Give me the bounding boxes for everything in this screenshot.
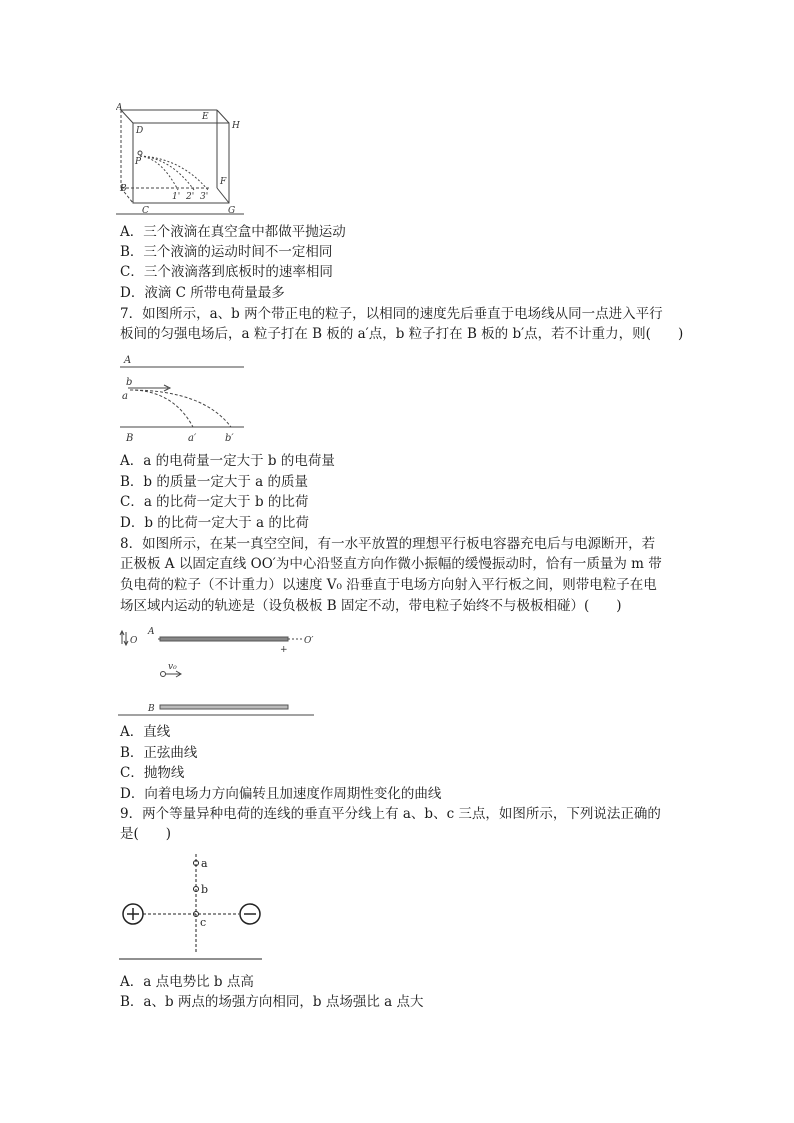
- q7-option-c: C．a 的比荷一定大于 b 的比荷: [120, 494, 309, 510]
- point-p: [138, 151, 142, 155]
- q9-option-a: A．a 点电势比 b 点高: [120, 974, 254, 990]
- label-p: P: [135, 157, 142, 167]
- q8-stem-line-2: 正极板 A 以固定直线 OO′为中心沿竖直方向作微小振幅的缓慢振动时，恰有一质量为 m 带: [120, 556, 662, 572]
- plate-b-label: B: [126, 433, 134, 444]
- q8-option-b: B．正弦曲线: [120, 745, 198, 761]
- label-3p: 3': [200, 192, 209, 202]
- q7-option-a: A．a 的电荷量一定大于 b 的电荷量: [120, 453, 335, 469]
- q7-option-d: D．b 的比荷一定大于 a 的比荷: [120, 515, 309, 531]
- q9-stem-line-1: 9．两个等量异种电荷的连线的垂直平分线上有 a、b、c 三点，如图所示，下列说法正确的: [120, 806, 661, 822]
- droplet-path-3: [140, 156, 208, 190]
- q8-stem-line-1: 8．如图所示，在某一真空空间，有一水平放置的理想平行板电容器充电后与电源断开，若: [120, 536, 656, 552]
- point-a-prime-label: a′: [188, 433, 197, 444]
- q6-option-a: A．三个液滴在真空盒中都做平抛运动: [120, 224, 346, 240]
- q9-option-b: B．a、b 两点的场强方向相同，b 点场强比 a 点大: [120, 994, 424, 1010]
- path-a: [130, 390, 193, 427]
- q6-option-b: B．三个液滴的运动时间不一定相同: [120, 244, 333, 260]
- label-f: F: [220, 177, 227, 187]
- label-c: C: [142, 206, 149, 216]
- q8-stem-line-3: 负电荷的粒子（不计重力）以速度 V₀ 沿垂直于电场方向射入平行板之间，则带电粒子在电: [120, 577, 657, 593]
- point-c-label: c: [200, 916, 207, 929]
- q8-stem-line-4: 场区域内运动的轨迹是（设负极板 B 固定不动，带电粒子始终不与极板相碰）( ): [120, 598, 622, 614]
- q8-option-d: D．向着电场力方向偏转且加速度作周期性变化的曲线: [120, 786, 442, 802]
- label-2p: 2': [186, 192, 195, 202]
- q7-stem-line-1: 7．如图所示，a、b 两个带正电的粒子，以相同的速度先后垂直于电场线从同一点进入平行: [120, 306, 663, 322]
- point-a-label: a: [201, 857, 208, 870]
- label-e: E: [202, 112, 209, 122]
- box-front-face: [133, 123, 229, 203]
- q8-option-a: A．直线: [120, 724, 171, 740]
- q7-stem-line-2: 板间的匀强电场后，a 粒子打在 B 板的 a′点，b 粒子打在 B 板的 b′点，若不计重力，则( ): [120, 326, 684, 342]
- label-o-prime: O′: [304, 636, 314, 646]
- dipole-figure: [116, 852, 266, 964]
- label-plus: +: [280, 645, 288, 655]
- particle-a-label: a: [122, 391, 128, 402]
- point-b-prime-label: b′: [225, 433, 234, 444]
- plate-b: [160, 705, 288, 709]
- vacuum-box-figure: [116, 100, 246, 220]
- q9-stem-line-2: 是( ): [120, 826, 172, 842]
- q8-option-c: C．抛物线: [120, 765, 185, 781]
- q6-option-d: D．液滴 C 所带电荷量最多: [120, 285, 285, 301]
- q7-option-b: B．b 的质量一定大于 a 的质量: [120, 474, 308, 490]
- label-plate-b: B: [148, 704, 155, 714]
- path-b: [130, 390, 231, 427]
- droplet-path-1: [140, 156, 178, 190]
- parallel-plates-figure: [118, 350, 248, 445]
- label-g: G: [228, 206, 236, 216]
- label-h: H: [232, 121, 240, 131]
- label-o: O: [130, 636, 138, 646]
- label-1p: 1': [172, 192, 181, 202]
- particle-b-label: b: [126, 377, 133, 388]
- plate-a: [160, 637, 288, 641]
- particle-dot: [161, 672, 166, 677]
- q6-option-c: C．三个液滴落到底板时的速率相同: [120, 264, 333, 280]
- label-b: B: [120, 184, 127, 194]
- label-v0: v₀: [168, 662, 177, 672]
- capacitor-figure: [118, 622, 318, 717]
- label-a: A: [116, 103, 123, 113]
- point-b-label: b: [201, 883, 209, 896]
- plate-a-label: A: [124, 355, 132, 366]
- label-plate-a: A: [148, 627, 155, 637]
- label-d: D: [136, 126, 144, 136]
